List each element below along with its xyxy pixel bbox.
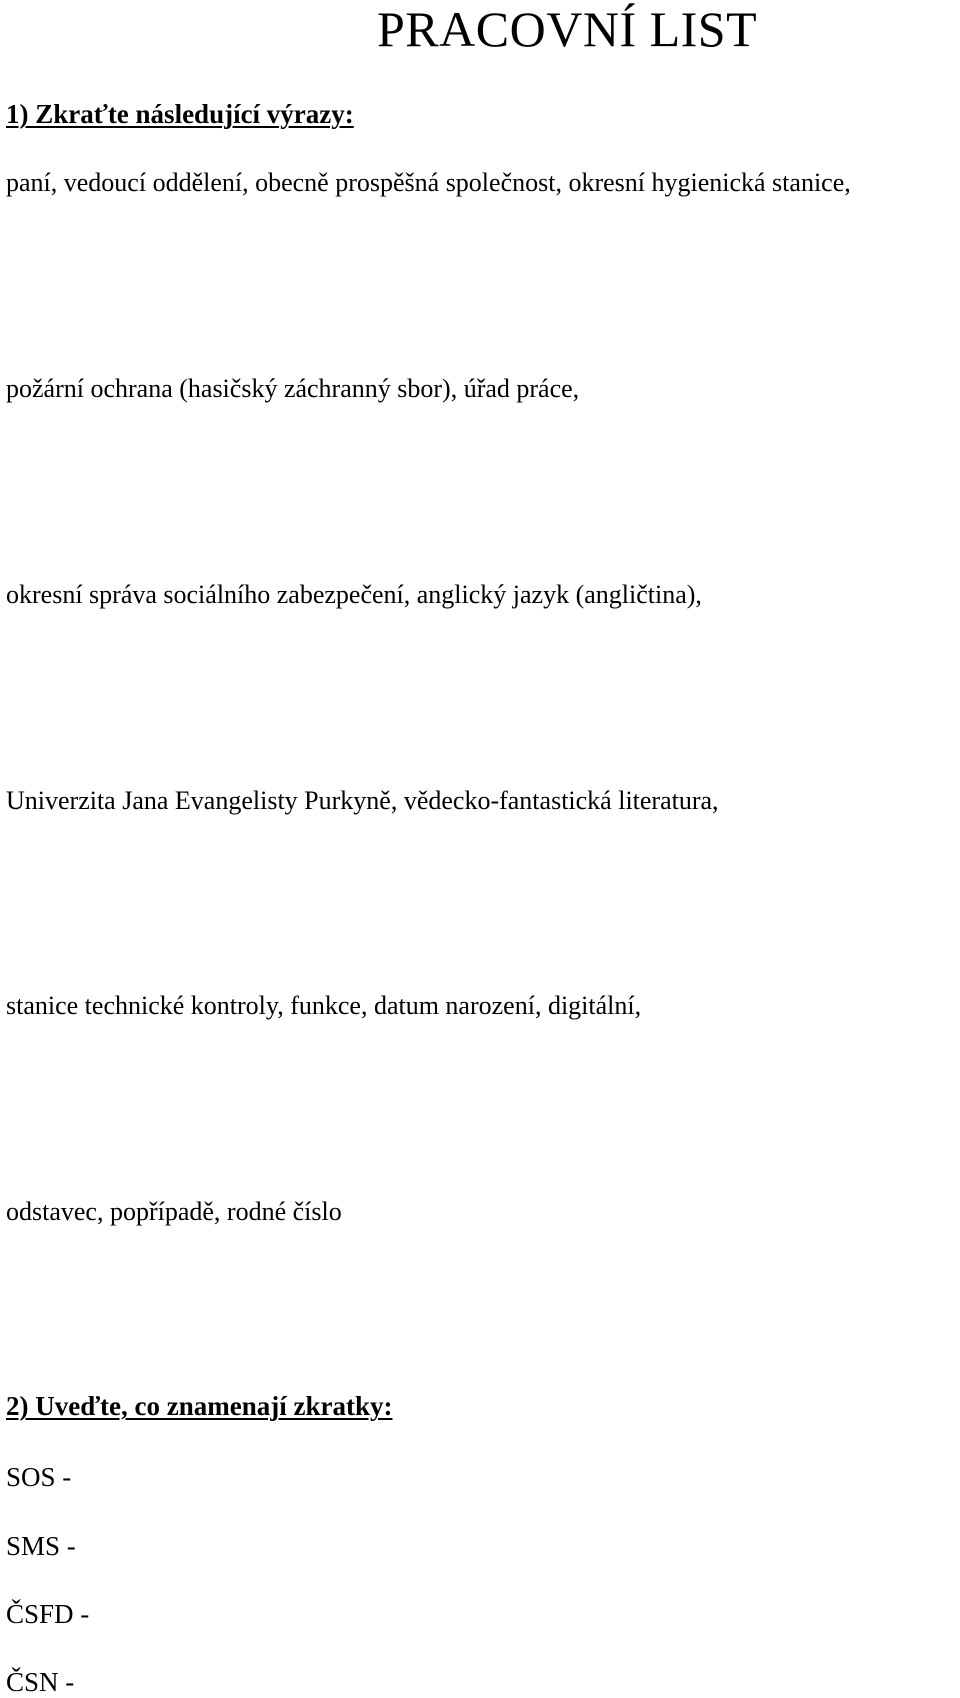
page-title: PRACOVNÍ LIST (377, 1, 758, 57)
task1-heading: 1) Zkraťte následující výrazy: (6, 99, 354, 129)
task1-line: stanice technické kontroly, funkce, datum narození, digitální, (6, 991, 642, 1020)
abbreviation-item-csfd: ČSFD - (6, 1599, 90, 1629)
task2-heading: 2) Uveďte, co znamenají zkratky: (6, 1391, 393, 1421)
abbreviation-item-sms: SMS - (6, 1531, 76, 1561)
task1-line: požární ochrana (hasičský záchranný sbor), úřad práce, (6, 374, 580, 403)
abbreviation-item-csn: ČSN - (6, 1667, 75, 1697)
task1-line: odstavec, popřípadě, rodné číslo (6, 1197, 342, 1226)
task1-line: paní, vedoucí oddělení, obecně prospěšná společnost, okresní hygienická stanice, (6, 168, 851, 197)
task1-line: Univerzita Jana Evangelisty Purkyně, vědecko-fantastická literatura, (6, 786, 719, 815)
task1-line: okresní správa sociálního zabezpečení, anglický jazyk (angličtina), (6, 580, 702, 609)
abbreviation-item-sos: SOS - (6, 1462, 72, 1492)
